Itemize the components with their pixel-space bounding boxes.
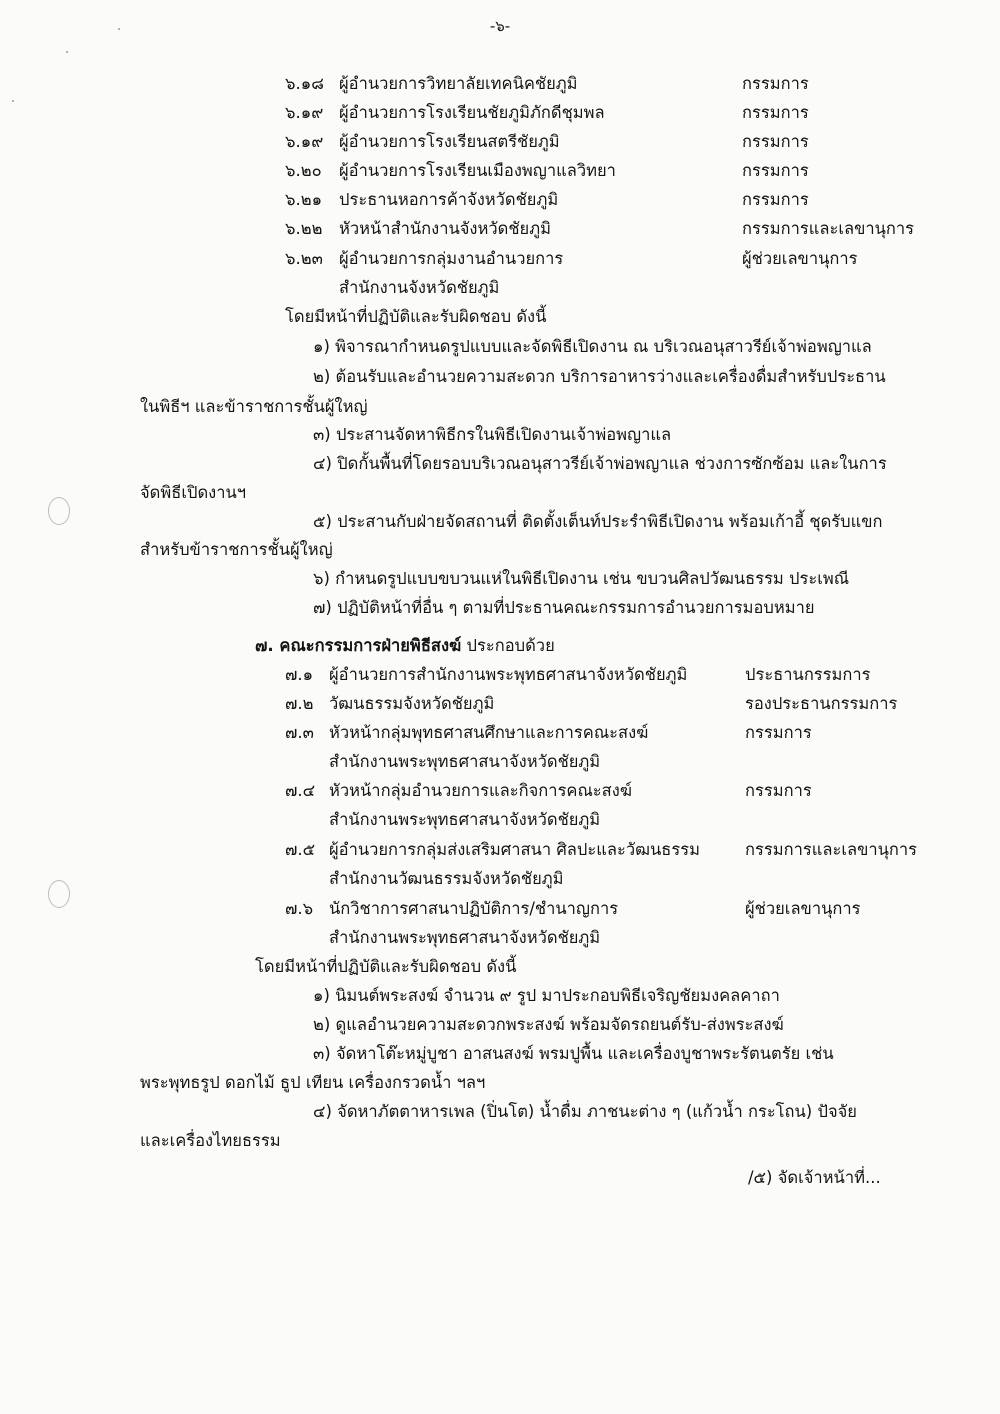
duty-item: ๓) จัดหาโต๊ะหมู่บูชา อาสนสงฆ์ พรมปูพื้น และเครื่องบูชาพระรัตนตรัย เช่น bbox=[313, 1044, 834, 1063]
member-name: ประธานหอการค้าจังหวัดชัยภูมิ bbox=[339, 190, 559, 209]
duties-heading: โดยมีหน้าที่ปฏิบัติและรับผิดชอบ ดังนี้ bbox=[285, 307, 547, 326]
duty-item: ๓) ประสานจัดหาพิธีกรในพิธีเปิดงานเจ้าพ่อพญาแล bbox=[313, 425, 672, 444]
member-name: หัวหน้ากลุ่มอำนวยการและกิจการคณะสงฆ์ bbox=[329, 781, 633, 800]
member-name-cont: สำนักงานพระพุทธศาสนาจังหวัดชัยภูมิ bbox=[329, 752, 601, 771]
member-role: รองประธานกรรมการ bbox=[745, 694, 898, 713]
member-role: กรรมการ bbox=[742, 161, 809, 180]
member-number: ๖.๒๓ bbox=[285, 249, 323, 268]
duty-item-cont: ในพิธีฯ และข้าราชการชั้นผู้ใหญ่ bbox=[140, 397, 368, 416]
member-number: ๗.๔ bbox=[285, 781, 316, 800]
section-heading bbox=[255, 635, 555, 657]
member-number: ๖.๒๑ bbox=[285, 190, 323, 209]
member-name: หัวหน้ากลุ่มพุทธศาสนศึกษาและการคณะสงฆ์ bbox=[329, 723, 649, 742]
member-number: ๗.๕ bbox=[285, 840, 316, 859]
member-name: ผู้อำนวยการสำนักงานพระพุทธศาสนาจังหวัดชัยภูมิ bbox=[329, 665, 688, 684]
duty-item: ๑) นิมนต์พระสงฆ์ จำนวน ๙ รูป มาประกอบพิธีเจริญชัยมงคลคาถา bbox=[313, 986, 780, 1005]
member-name: ผู้อำนวยการโรงเรียนชัยภูมิภักดีชุมพล bbox=[339, 103, 605, 122]
duty-item: ๗) ปฏิบัติหน้าที่อื่น ๆ ตามที่ประธานคณะกรรมการอำนวยการมอบหมาย bbox=[313, 598, 815, 617]
scan-speck bbox=[12, 100, 14, 102]
member-name: ผู้อำนวยการกลุ่มงานอำนวยการ bbox=[339, 249, 564, 268]
scan-speck bbox=[118, 28, 120, 30]
member-number: ๖.๑๙ bbox=[285, 103, 324, 122]
member-role: กรรมการ bbox=[742, 132, 809, 151]
duties-heading: โดยมีหน้าที่ปฏิบัติและรับผิดชอบ ดังนี้ bbox=[255, 957, 517, 976]
duty-item-cont: พระพุทธรูป ดอกไม้ ธูป เทียน เครื่องกรวดน้ำ ฯลฯ bbox=[140, 1073, 486, 1092]
member-name-cont: สำนักงานวัฒนธรรมจังหวัดชัยภูมิ bbox=[329, 869, 564, 888]
duty-item: ๔) ปิดกั้นพื้นที่โดยรอบบริเวณอนุสาวรีย์เจ้าพ่อพญาแล ช่วงการซักซ้อม และในการ bbox=[313, 454, 887, 473]
member-role: กรรมการ bbox=[742, 190, 809, 209]
page-number: -๖- bbox=[489, 17, 511, 35]
member-number: ๗.๒ bbox=[285, 694, 314, 713]
member-number: ๖.๒๒ bbox=[285, 219, 323, 238]
duty-item: ๕) ประสานกับฝ่ายจัดสถานที่ ติดตั้งเต็นท์ประรำพิธีเปิดงาน พร้อมเก้าอี้ ชุดรับแขก bbox=[313, 512, 883, 531]
member-number: ๗.๑ bbox=[285, 665, 314, 684]
member-name-cont: สำนักงานพระพุทธศาสนาจังหวัดชัยภูมิ bbox=[329, 810, 601, 829]
member-role: กรรมการ bbox=[745, 723, 812, 742]
member-role: ประธานกรรมการ bbox=[745, 665, 871, 684]
member-name: วัฒนธรรมจังหวัดชัยภูมิ bbox=[329, 694, 495, 713]
member-role: ผู้ช่วยเลขานุการ bbox=[745, 899, 861, 918]
duty-item: ๒) ดูแลอำนวยความสะดวกพระสงฆ์ พร้อมจัดรถยนต์รับ-ส่งพระสงฆ์ bbox=[313, 1015, 784, 1034]
member-role: กรรมการและเลขานุการ bbox=[745, 840, 918, 859]
member-role: กรรมการและเลขานุการ bbox=[742, 219, 915, 238]
member-number: ๖.๑๙ bbox=[285, 132, 324, 151]
member-name: ผู้อำนวยการโรงเรียนเมืองพญาแลวิทยา bbox=[339, 161, 616, 180]
duty-item: ๖) กำหนดรูปแบบขบวนแห่ในพิธีเปิดงาน เช่น ขบวนศิลปวัฒนธรรม ประเพณี bbox=[313, 569, 850, 588]
punch-hole bbox=[48, 497, 70, 525]
duty-item: ๑) พิจารณากำหนดรูปแบบและจัดพิธีเปิดงาน ณ บริเวณอนุสาวรีย์เจ้าพ่อพญาแล bbox=[313, 337, 872, 356]
member-name-cont: สำนักงานพระพุทธศาสนาจังหวัดชัยภูมิ bbox=[329, 928, 601, 947]
section-heading-suffix: ประกอบด้วย bbox=[466, 636, 555, 655]
duty-item: ๒) ต้อนรับและอำนวยความสะดวก บริการอาหารว่างและเครื่องดื่มสำหรับประธาน bbox=[313, 367, 886, 386]
member-number: ๗.๖ bbox=[285, 899, 314, 918]
section-heading-title: ๗. คณะกรรมการฝ่ายพิธีสงฆ์ bbox=[255, 636, 462, 655]
member-name: ผู้อำนวยการโรงเรียนสตรีชัยภูมิ bbox=[339, 132, 560, 151]
member-name: ผู้อำนวยการวิทยาลัยเทคนิคชัยภูมิ bbox=[339, 74, 578, 93]
member-number: ๖.๒๐ bbox=[285, 161, 322, 180]
continuation-text: /๕) จัดเจ้าหน้าที่... bbox=[748, 1168, 881, 1187]
member-name: หัวหน้าสำนักงานจังหวัดชัยภูมิ bbox=[339, 219, 551, 238]
member-name-cont: สำนักงานจังหวัดชัยภูมิ bbox=[339, 278, 500, 297]
member-role: ผู้ช่วยเลขานุการ bbox=[742, 249, 858, 268]
member-name: ผู้อำนวยการกลุ่มส่งเสริมศาสนา ศิลปะและวัฒนธรรม bbox=[329, 840, 700, 859]
duty-item-cont: จัดพิธีเปิดงานฯ bbox=[140, 483, 247, 502]
member-number: ๗.๓ bbox=[285, 723, 314, 742]
duty-item-cont: สำหรับข้าราชการชั้นผู้ใหญ่ bbox=[140, 540, 333, 559]
duty-item: ๔) จัดหาภัตตาหารเพล (ปิ่นโต) น้ำดื่ม ภาชนะต่าง ๆ (แก้วน้ำ กระโถน) ปัจจัย bbox=[313, 1102, 857, 1121]
member-role: กรรมการ bbox=[742, 74, 809, 93]
punch-hole bbox=[48, 880, 70, 908]
member-role: กรรมการ bbox=[742, 103, 809, 122]
member-role: กรรมการ bbox=[745, 781, 812, 800]
member-number: ๖.๑๘ bbox=[285, 74, 324, 93]
scan-speck bbox=[66, 51, 68, 53]
member-name: นักวิชาการศาสนาปฏิบัติการ/ชำนาญการ bbox=[329, 899, 619, 918]
duty-item-cont: และเครื่องไทยธรรม bbox=[140, 1131, 281, 1150]
